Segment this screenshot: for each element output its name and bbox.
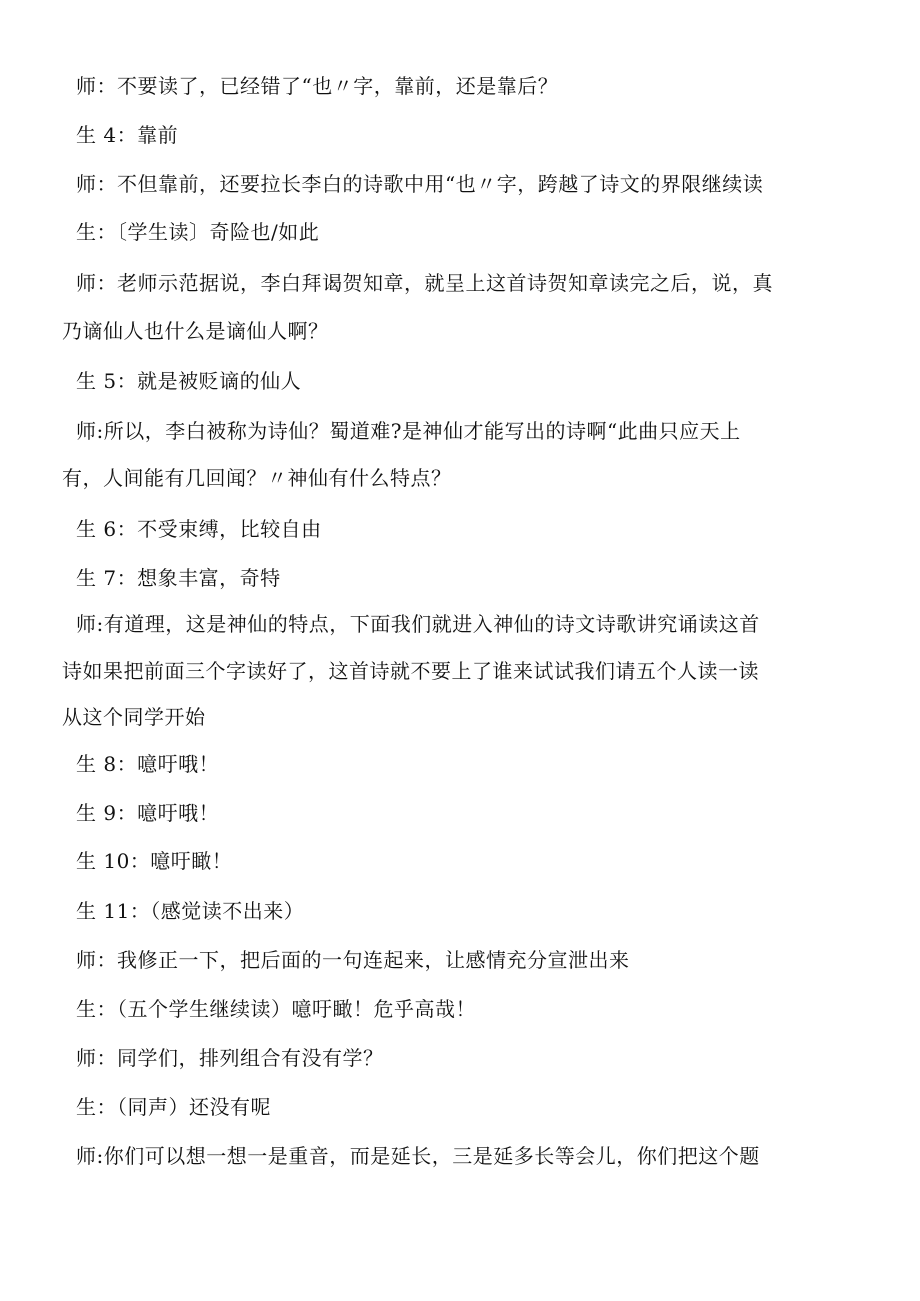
text-line: 师：同学们，排列组合有没有学？ [76, 1046, 384, 1070]
text-line: 生：（同声）还没有呢 [76, 1095, 271, 1119]
text-line: 师：不要读了，已经错了“也〃字，靠前，还是靠后？ [76, 74, 559, 98]
text-line: 有，人间能有几回闻？〃神仙有什么特点？ [62, 466, 452, 490]
text-line: 生 9：噫吁哦！ [76, 801, 220, 825]
text-line: 生 5：就是被贬谪的仙人 [76, 369, 302, 393]
text-line: 生：〔学生读〕奇险也/如此 [76, 220, 320, 244]
text-line: 生 11：（感觉读不出来） [76, 899, 305, 923]
text-line: 师：我修正一下，把后面的一句连起来，让感情充分宣泄出来 [76, 948, 630, 972]
text-line: 师：老师示范据说，李白拜谒贺知章，就呈上这首诗贺知章读完之后，说，真 [76, 271, 773, 295]
text-line: 生 8：噫吁哦！ [76, 752, 220, 776]
text-line: 从这个同学开始 [62, 705, 206, 729]
text-line: 生 10：噫吁瞰！ [76, 849, 233, 873]
text-line: 师:有道理，这是神仙的特点，下面我们就进入神仙的诗文诗歌讲究诵读这首 [76, 612, 760, 636]
text-line: 师：不但靠前，还要拉长李白的诗歌中用“也〃字，跨越了诗文的界限继续读 [76, 172, 764, 196]
text-line: 生 4：靠前 [76, 123, 179, 147]
text-line: 生 7：想象丰富，奇特 [76, 566, 281, 590]
text-line: 乃谪仙人也什么是谪仙人啊？ [62, 319, 329, 343]
text-line: 生：（五个学生继续读）噫吁瞰！危乎高哉！ [76, 997, 476, 1021]
text-line: 诗如果把前面三个字读好了，这首诗就不要上了谁来试试我们请五个人读一读 [62, 659, 759, 683]
text-line: 师:你们可以想一想一是重音，而是延长，三是延多长等会儿，你们把这个题 [76, 1144, 760, 1168]
text-line: 生 6：不受束缚，比较自由 [76, 517, 322, 541]
text-line: 师:所以，李白被称为诗仙？蜀道难?是神仙才能写出的诗啊“此曲只应天上 [76, 419, 741, 443]
